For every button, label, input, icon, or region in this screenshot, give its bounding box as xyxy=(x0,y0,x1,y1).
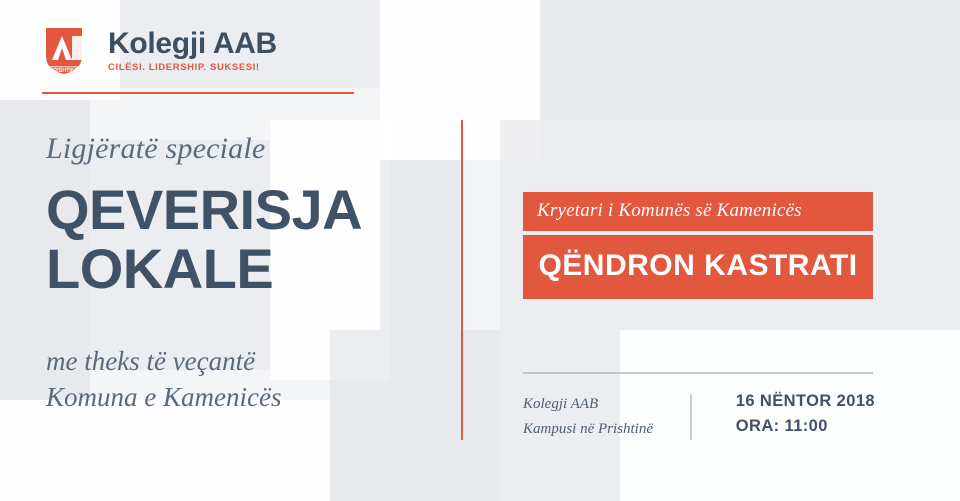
speaker-role: Kryetari i Komunës së Kamenicës xyxy=(523,192,873,231)
event-headline-block xyxy=(46,132,466,416)
bg-panel xyxy=(540,0,960,120)
venue-line1: Kolegji AAB xyxy=(523,396,599,412)
datetime-info xyxy=(736,392,875,436)
speaker-block xyxy=(523,192,873,299)
speaker-name: QËNDRON KASTRATI xyxy=(523,235,873,299)
event-title-line2: LOKALE xyxy=(46,237,274,301)
brand-logo xyxy=(42,26,277,76)
venue-info xyxy=(523,392,653,442)
vertical-divider xyxy=(461,120,463,440)
event-kicker: Ligjëratë speciale xyxy=(46,132,266,165)
venue-line2: Kampusi në Prishtinë xyxy=(523,420,653,437)
brand-logo-text xyxy=(108,29,277,73)
aab-shield-logo-icon xyxy=(42,26,98,76)
brand-tagline: CILËSI. LIDERSHIP. SUKSESI! xyxy=(108,62,260,74)
logo-city-label: PRISHTINË xyxy=(49,68,79,74)
event-subtitle-line1: me theks të veçantë xyxy=(46,345,256,376)
event-title-line1: QEVERISJA xyxy=(46,178,363,241)
event-subtitle xyxy=(46,343,466,416)
footer-column-separator xyxy=(690,394,692,440)
brand-name: Kolegji AAB xyxy=(108,27,277,61)
event-date: 16 NËNTOR 2018 xyxy=(735,392,875,410)
footer-block xyxy=(523,392,875,442)
event-subtitle-line2: Komuna e Kamenicës xyxy=(46,382,282,413)
event-title xyxy=(46,180,466,299)
footer-divider xyxy=(523,372,873,374)
header-divider xyxy=(42,92,354,94)
event-time: ORA: 11:00 xyxy=(735,417,828,435)
